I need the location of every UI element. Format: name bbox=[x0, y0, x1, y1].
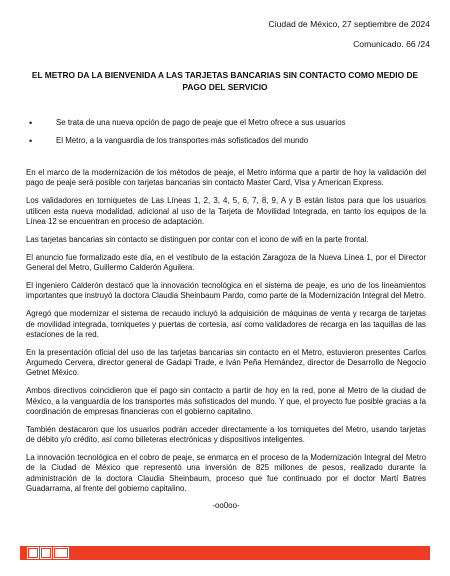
highlight-item bbox=[26, 136, 426, 146]
body-paragraph: La innovación tecnológica en el cobro de peaje, se enmarca en el proceso de la Modernización Integral del Metro de la Ciudad de México que representó una inversión de 825 millones de pesos, realizado durante la administración de la doctora Claudia Sheinbaum, proceso que fue continuado por el doctor Martí Batres Guadarrama, al frente del gobierno capitalino. bbox=[26, 453, 426, 493]
highlight-text: El Metro, a la vanguardia de los transportes más sofisticados del mundo bbox=[56, 136, 309, 145]
bullet-icon: • bbox=[29, 118, 33, 128]
footer-bar bbox=[20, 546, 430, 560]
highlights-list bbox=[26, 118, 426, 154]
body-paragraph: Las tarjetas bancarias sin contacto se distinguen por contar con el icono de wifi en la parte frontal. bbox=[26, 234, 369, 244]
body-paragraph: En el marco de la modernización de los métodos de peaje, el Metro informa que a partir de hoy la validación del pago de peaje será posible con tarjetas bancarias sin contacto Master Card, Visa y American Express. bbox=[26, 168, 426, 188]
body-paragraph: En la presentación oficial del uso de las tarjetas bancarias sin contacto en el Metro, estuvieron presentes Carlos Argumedo Cervera, director general de Gadapi Trade, e Iván Peña Hernández, director de Desarrollo de Negocio Getnet México. bbox=[26, 347, 426, 378]
footer-logos bbox=[28, 548, 68, 558]
highlight-text: Se trata de una nueva opción de pago de peaje que el Metro ofrece a sus usuarios bbox=[56, 118, 346, 127]
body-paragraph: El anuncio fue formalizado este día, en el vestíbulo de la estación Zaragoza de la Nueva Línea 1, por el Director General del Metro, Guillermo Calderón Aguilera. bbox=[26, 252, 426, 273]
release-number: Comunicado. 66 /24 bbox=[353, 39, 430, 49]
release-date: Ciudad de México, 27 septiembre de 2024 bbox=[268, 19, 430, 29]
body-paragraph: El ingeniero Calderón destacó que la innovación tecnológica en el sistema de peaje, es uno de los lineamientos importantes que instruyó la doctora Claudia Sheinbaum Pardo, como parte de la Modernización Integral del Metro. bbox=[26, 281, 427, 301]
release-title: EL METRO DA LA BIENVENIDA A LAS TARJETAS BANCARIAS SIN CONTACTO COMO MEDIO DE PAGO DEL SERVICIO bbox=[31, 70, 419, 92]
highlight-item bbox=[26, 118, 426, 128]
closing-mark: -oo0oo- bbox=[212, 500, 240, 510]
metro-logo-icon bbox=[54, 548, 68, 558]
cdmx-logo-icon bbox=[28, 548, 38, 558]
bullet-icon: • bbox=[29, 136, 33, 146]
government-logo-icon bbox=[41, 548, 51, 558]
body-paragraph: Los validadores en torniquetes de Las Líneas 1, 2, 3, 4, 5, 6, 7, 8, 9, A y B están listos para que los usuarios utilicen esta nueva modalidad, adicional al uso de la Tarjeta de Movilidad Integrada, en tanto los equipos de la Línea 12 se encuentran en proceso de adaptación. bbox=[26, 196, 426, 226]
release-body bbox=[26, 168, 426, 511]
body-paragraph: Ambos directivos coincidieron que el pago sin contacto a partir de hoy en la red, pone al Metro de la ciudad de México, a la vanguardia de los transportes más sofisticados del mundo. Y que, el proyecto fue posible gracias a la coordinación de empresas financieras con el gobierno capitalino. bbox=[26, 386, 426, 416]
body-paragraph: También destacaron que los usuarios podrán acceder directamente a los torniquetes del Metro, usando tarjetas de débito y/o crédito, así como billeteras electrónicas y dispositivos inteligentes. bbox=[26, 424, 426, 445]
body-paragraph: Agregó que modernizar el sistema de recaudo incluyó la adquisición de máquinas de venta y recarga de tarjetas de movilidad integrada, torniquetes y puertas de cortesía, así como validadores de recarga en las taquillas de las estaciones de la red. bbox=[26, 309, 426, 339]
